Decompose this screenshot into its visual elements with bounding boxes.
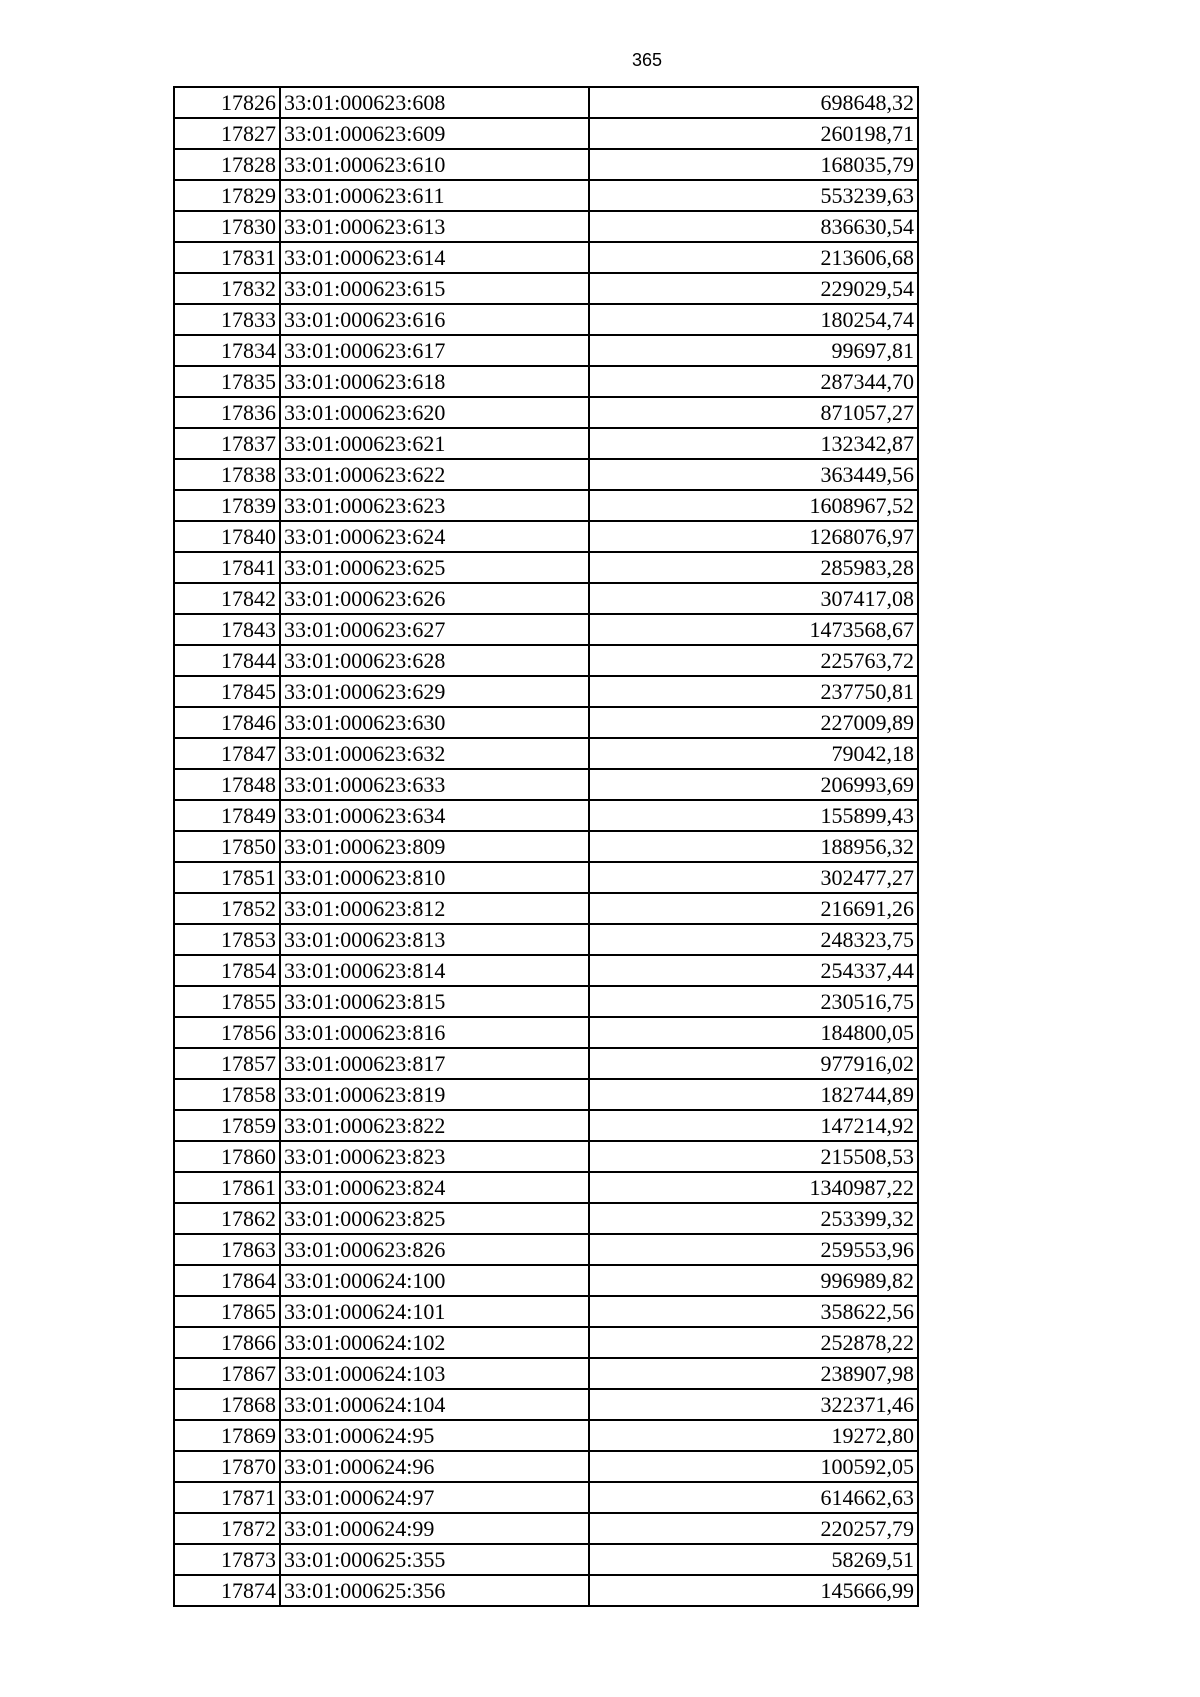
row-number-cell: 17870: [174, 1451, 280, 1482]
cadastral-number-cell: 33:01:000624:102: [280, 1327, 589, 1358]
cadastral-number-cell: 33:01:000623:822: [280, 1110, 589, 1141]
table-row: [174, 1172, 918, 1203]
table-row: [174, 1017, 918, 1048]
table-row: [174, 1358, 918, 1389]
cadastral-number-cell: 33:01:000624:101: [280, 1296, 589, 1327]
table-row: [174, 676, 918, 707]
cadastral-number-cell: 33:01:000624:99: [280, 1513, 589, 1544]
table-row: [174, 180, 918, 211]
cadastral-value-cell: 145666,99: [589, 1575, 918, 1606]
cadastral-number-cell: 33:01:000623:634: [280, 800, 589, 831]
row-number-cell: 17829: [174, 180, 280, 211]
cadastral-number-cell: 33:01:000625:355: [280, 1544, 589, 1575]
table-row: [174, 924, 918, 955]
cadastral-number-cell: 33:01:000624:96: [280, 1451, 589, 1482]
row-number-cell: 17844: [174, 645, 280, 676]
cadastral-number-cell: 33:01:000623:825: [280, 1203, 589, 1234]
row-number-cell: 17835: [174, 366, 280, 397]
table-row: [174, 459, 918, 490]
row-number-cell: 17841: [174, 552, 280, 583]
cadastral-value-cell: 227009,89: [589, 707, 918, 738]
table-row: [174, 118, 918, 149]
cadastral-value-cell: 285983,28: [589, 552, 918, 583]
table-row: [174, 273, 918, 304]
cadastral-number-cell: 33:01:000623:621: [280, 428, 589, 459]
cadastral-number-cell: 33:01:000623:813: [280, 924, 589, 955]
row-number-cell: 17843: [174, 614, 280, 645]
cadastral-number-cell: 33:01:000623:627: [280, 614, 589, 645]
cadastral-value-cell: 358622,56: [589, 1296, 918, 1327]
cadastral-value-cell: 252878,22: [589, 1327, 918, 1358]
cadastral-value-cell: 322371,46: [589, 1389, 918, 1420]
cadastral-value-cell: 287344,70: [589, 366, 918, 397]
cadastral-value-cell: 225763,72: [589, 645, 918, 676]
cadastral-value-cell: 180254,74: [589, 304, 918, 335]
cadastral-number-cell: 33:01:000623:624: [280, 521, 589, 552]
cadastral-value-cell: 871057,27: [589, 397, 918, 428]
row-number-cell: 17854: [174, 955, 280, 986]
row-number-cell: 17860: [174, 1141, 280, 1172]
cadastral-number-cell: 33:01:000623:625: [280, 552, 589, 583]
row-number-cell: 17830: [174, 211, 280, 242]
table-row: [174, 1513, 918, 1544]
cadastral-value-cell: 698648,32: [589, 87, 918, 118]
cadastral-value-cell: 254337,44: [589, 955, 918, 986]
row-number-cell: 17832: [174, 273, 280, 304]
row-number-cell: 17872: [174, 1513, 280, 1544]
cadastral-value-cell: 99697,81: [589, 335, 918, 366]
cadastral-value-cell: 259553,96: [589, 1234, 918, 1265]
row-number-cell: 17849: [174, 800, 280, 831]
table-row: [174, 1482, 918, 1513]
cadastral-value-cell: 248323,75: [589, 924, 918, 955]
table-row: [174, 211, 918, 242]
row-number-cell: 17842: [174, 583, 280, 614]
table-row: [174, 304, 918, 335]
cadastral-value-cell: 237750,81: [589, 676, 918, 707]
table-row: [174, 552, 918, 583]
table-row: [174, 707, 918, 738]
table-row: [174, 366, 918, 397]
table-row: [174, 428, 918, 459]
row-number-cell: 17858: [174, 1079, 280, 1110]
table-row: [174, 893, 918, 924]
row-number-cell: 17852: [174, 893, 280, 924]
row-number-cell: 17862: [174, 1203, 280, 1234]
cadastral-number-cell: 33:01:000623:611: [280, 180, 589, 211]
cadastral-value-cell: 553239,63: [589, 180, 918, 211]
cadastral-value-cell: 229029,54: [589, 273, 918, 304]
table-row: [174, 1575, 918, 1606]
cadastral-number-cell: 33:01:000623:630: [280, 707, 589, 738]
cadastral-value-cell: 836630,54: [589, 211, 918, 242]
row-number-cell: 17856: [174, 1017, 280, 1048]
row-number-cell: 17855: [174, 986, 280, 1017]
table-row: [174, 242, 918, 273]
cadastral-value-cell: 132342,87: [589, 428, 918, 459]
cadastral-number-cell: 33:01:000624:100: [280, 1265, 589, 1296]
cadastral-number-cell: 33:01:000623:809: [280, 831, 589, 862]
table-row: [174, 1327, 918, 1358]
table-row: [174, 87, 918, 118]
row-number-cell: 17839: [174, 490, 280, 521]
table-row: [174, 645, 918, 676]
cadastral-value-cell: 230516,75: [589, 986, 918, 1017]
table-row: [174, 1544, 918, 1575]
row-number-cell: 17861: [174, 1172, 280, 1203]
table-body: [174, 87, 918, 1606]
row-number-cell: 17868: [174, 1389, 280, 1420]
row-number-cell: 17833: [174, 304, 280, 335]
row-number-cell: 17828: [174, 149, 280, 180]
cadastral-number-cell: 33:01:000623:633: [280, 769, 589, 800]
table-row: [174, 1296, 918, 1327]
cadastral-value-cell: 215508,53: [589, 1141, 918, 1172]
cadastral-value-cell: 996989,82: [589, 1265, 918, 1296]
table-row: [174, 831, 918, 862]
cadastral-number-cell: 33:01:000623:629: [280, 676, 589, 707]
cadastral-number-cell: 33:01:000623:617: [280, 335, 589, 366]
row-number-cell: 17871: [174, 1482, 280, 1513]
cadastral-value-cell: 58269,51: [589, 1544, 918, 1575]
row-number-cell: 17847: [174, 738, 280, 769]
cadastral-value-cell: 977916,02: [589, 1048, 918, 1079]
cadastral-value-cell: 184800,05: [589, 1017, 918, 1048]
table-row: [174, 1079, 918, 1110]
row-number-cell: 17851: [174, 862, 280, 893]
table-row: [174, 149, 918, 180]
row-number-cell: 17866: [174, 1327, 280, 1358]
cadastral-value-cell: 260198,71: [589, 118, 918, 149]
table-row: [174, 1234, 918, 1265]
cadastral-number-cell: 33:01:000623:826: [280, 1234, 589, 1265]
cadastral-number-cell: 33:01:000623:815: [280, 986, 589, 1017]
cadastral-value-cell: 220257,79: [589, 1513, 918, 1544]
table-row: [174, 1451, 918, 1482]
row-number-cell: 17864: [174, 1265, 280, 1296]
row-number-cell: 17831: [174, 242, 280, 273]
cadastral-number-cell: 33:01:000623:609: [280, 118, 589, 149]
cadastral-number-cell: 33:01:000623:626: [280, 583, 589, 614]
table-row: [174, 738, 918, 769]
cadastral-number-cell: 33:01:000623:632: [280, 738, 589, 769]
table-row: [174, 1048, 918, 1079]
row-number-cell: 17865: [174, 1296, 280, 1327]
row-number-cell: 17874: [174, 1575, 280, 1606]
cadastral-value-cell: 614662,63: [589, 1482, 918, 1513]
cadastral-number-cell: 33:01:000623:817: [280, 1048, 589, 1079]
row-number-cell: 17850: [174, 831, 280, 862]
row-number-cell: 17840: [174, 521, 280, 552]
cadastral-number-cell: 33:01:000623:613: [280, 211, 589, 242]
table-row: [174, 1389, 918, 1420]
cadastral-value-cell: 253399,32: [589, 1203, 918, 1234]
cadastral-number-cell: 33:01:000623:816: [280, 1017, 589, 1048]
cadastral-number-cell: 33:01:000623:620: [280, 397, 589, 428]
cadastral-value-cell: 155899,43: [589, 800, 918, 831]
table-row: [174, 986, 918, 1017]
row-number-cell: 17845: [174, 676, 280, 707]
cadastral-value-table: [173, 86, 919, 1607]
cadastral-value-cell: 1340987,22: [589, 1172, 918, 1203]
cadastral-number-cell: 33:01:000623:628: [280, 645, 589, 676]
cadastral-value-cell: 307417,08: [589, 583, 918, 614]
cadastral-value-cell: 182744,89: [589, 1079, 918, 1110]
cadastral-number-cell: 33:01:000623:618: [280, 366, 589, 397]
row-number-cell: 17853: [174, 924, 280, 955]
cadastral-value-cell: 168035,79: [589, 149, 918, 180]
cadastral-number-cell: 33:01:000623:614: [280, 242, 589, 273]
cadastral-number-cell: 33:01:000624:103: [280, 1358, 589, 1389]
row-number-cell: 17834: [174, 335, 280, 366]
table-row: [174, 955, 918, 986]
cadastral-number-cell: 33:01:000625:356: [280, 1575, 589, 1606]
row-number-cell: 17869: [174, 1420, 280, 1451]
table-row: [174, 769, 918, 800]
cadastral-value-cell: 363449,56: [589, 459, 918, 490]
row-number-cell: 17837: [174, 428, 280, 459]
table-row: [174, 862, 918, 893]
cadastral-number-cell: 33:01:000623:814: [280, 955, 589, 986]
cadastral-value-cell: 147214,92: [589, 1110, 918, 1141]
table-row: [174, 800, 918, 831]
cadastral-number-cell: 33:01:000623:608: [280, 87, 589, 118]
cadastral-number-cell: 33:01:000623:615: [280, 273, 589, 304]
cadastral-value-cell: 238907,98: [589, 1358, 918, 1389]
cadastral-number-cell: 33:01:000623:810: [280, 862, 589, 893]
table-row: [174, 1110, 918, 1141]
table-row: [174, 397, 918, 428]
table-row: [174, 1203, 918, 1234]
cadastral-value-cell: 302477,27: [589, 862, 918, 893]
cadastral-number-cell: 33:01:000623:823: [280, 1141, 589, 1172]
row-number-cell: 17826: [174, 87, 280, 118]
cadastral-number-cell: 33:01:000624:104: [280, 1389, 589, 1420]
row-number-cell: 17863: [174, 1234, 280, 1265]
cadastral-value-cell: 1473568,67: [589, 614, 918, 645]
cadastral-value-cell: 19272,80: [589, 1420, 918, 1451]
table-row: [174, 1420, 918, 1451]
row-number-cell: 17827: [174, 118, 280, 149]
table-row: [174, 335, 918, 366]
table-row: [174, 1265, 918, 1296]
table-row: [174, 1141, 918, 1172]
page-number: 365: [631, 50, 663, 70]
cadastral-number-cell: 33:01:000623:622: [280, 459, 589, 490]
row-number-cell: 17859: [174, 1110, 280, 1141]
table-row: [174, 490, 918, 521]
cadastral-number-cell: 33:01:000624:95: [280, 1420, 589, 1451]
row-number-cell: 17867: [174, 1358, 280, 1389]
table-row: [174, 521, 918, 552]
row-number-cell: 17873: [174, 1544, 280, 1575]
row-number-cell: 17848: [174, 769, 280, 800]
cadastral-value-cell: 100592,05: [589, 1451, 918, 1482]
cadastral-number-cell: 33:01:000623:812: [280, 893, 589, 924]
row-number-cell: 17836: [174, 397, 280, 428]
cadastral-value-cell: 79042,18: [589, 738, 918, 769]
row-number-cell: 17857: [174, 1048, 280, 1079]
cadastral-number-cell: 33:01:000623:824: [280, 1172, 589, 1203]
cadastral-value-cell: 216691,26: [589, 893, 918, 924]
table-row: [174, 614, 918, 645]
cadastral-number-cell: 33:01:000623:616: [280, 304, 589, 335]
cadastral-value-cell: 213606,68: [589, 242, 918, 273]
cadastral-value-cell: 1608967,52: [589, 490, 918, 521]
cadastral-number-cell: 33:01:000623:623: [280, 490, 589, 521]
cadastral-number-cell: 33:01:000623:610: [280, 149, 589, 180]
cadastral-value-cell: 1268076,97: [589, 521, 918, 552]
cadastral-value-cell: 188956,32: [589, 831, 918, 862]
cadastral-value-cell: 206993,69: [589, 769, 918, 800]
row-number-cell: 17846: [174, 707, 280, 738]
table-row: [174, 583, 918, 614]
cadastral-number-cell: 33:01:000623:819: [280, 1079, 589, 1110]
row-number-cell: 17838: [174, 459, 280, 490]
cadastral-number-cell: 33:01:000624:97: [280, 1482, 589, 1513]
